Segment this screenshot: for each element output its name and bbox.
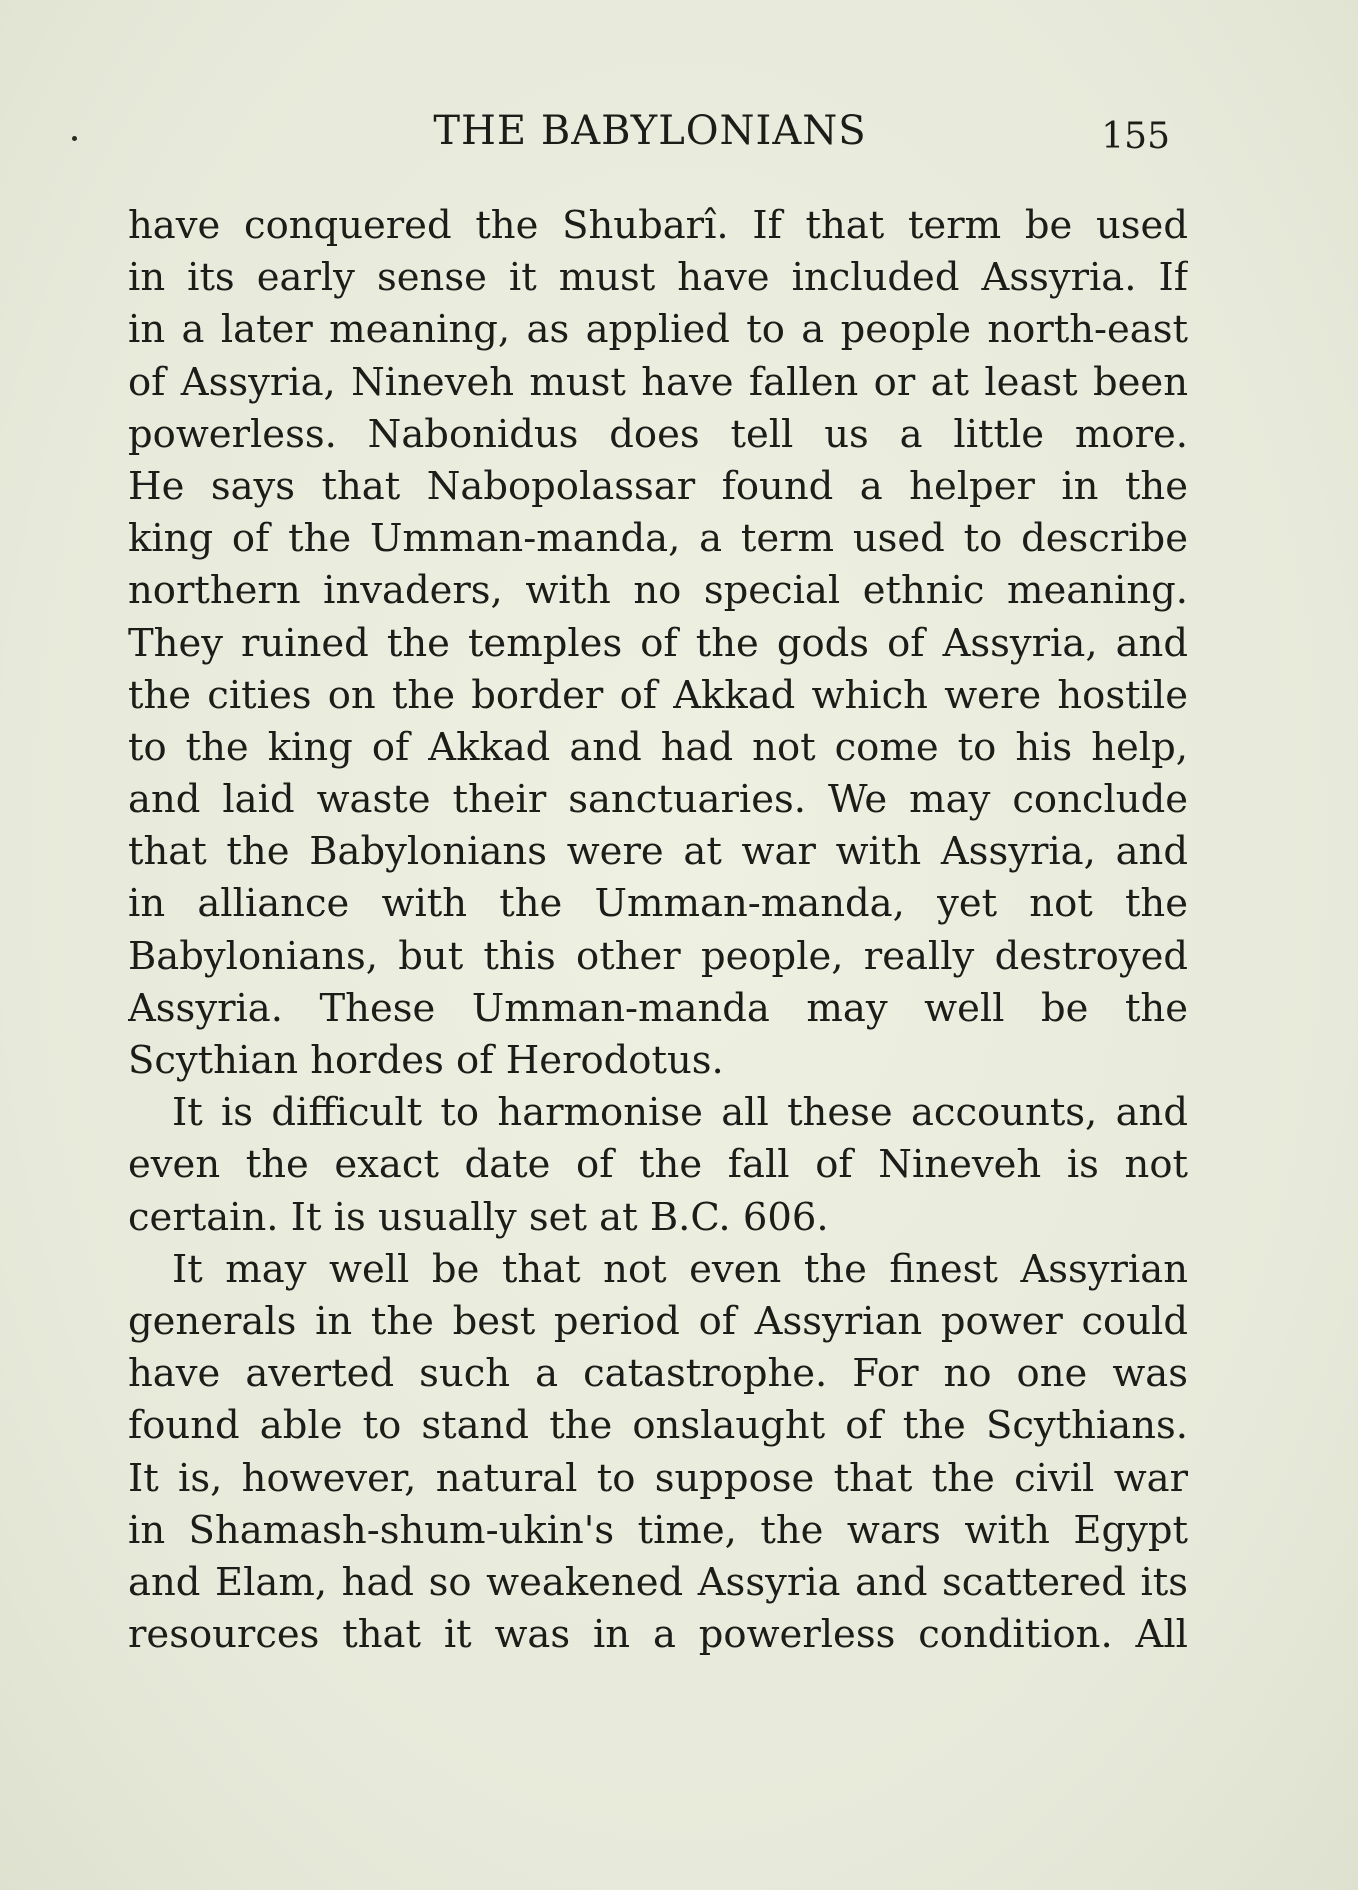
text-line: have conquered the Shubarî. If that term be used — [128, 203, 1188, 248]
text-line: have averted such a catastrophe. For no one was — [128, 1351, 1188, 1397]
text-line: that the Babylonians were at war with Assyria, and — [128, 829, 1188, 875]
text-line: certain. It is usually set at B.C. 606. — [128, 1194, 829, 1240]
text-line: Assyria. These Umman-manda may well be the — [128, 985, 1188, 1031]
text-line: even the exact date of the fall of Nineveh is not — [128, 1142, 1188, 1188]
text-line: in Shamash-shum-ukin's time, the wars with Egypt — [128, 1507, 1188, 1553]
text-line: in its early sense it must have included Assyria. If — [128, 255, 1188, 301]
text-line: in alliance with the Umman-manda, yet not the — [128, 881, 1188, 927]
text-line: He says that Nabopolassar found a helper in the — [128, 463, 1188, 509]
text-line: to the king of Akkad and had not come to his help, — [128, 724, 1188, 770]
running-title: THE BABYLONIANS — [433, 108, 867, 154]
text-line: king of the Umman-manda, a term used to describe — [128, 516, 1188, 562]
text-line: It may well be that not even the finest Assyrian — [172, 1246, 1188, 1292]
text-line: the cities on the border of Akkad which were hostile — [128, 672, 1188, 718]
text-line: It is, however, natural to suppose that the civil war — [128, 1455, 1188, 1501]
text-line: It is difficult to harmonise all these accounts, and — [172, 1090, 1188, 1136]
text-line: generals in the best period of Assyrian power could — [128, 1298, 1188, 1344]
text-line: They ruined the temples of the gods of Assyria, and — [128, 620, 1188, 666]
ink-speck — [72, 136, 77, 141]
text-line: powerless. Nabonidus does tell us a little more. — [128, 411, 1188, 457]
text-line: Scythian hordes of Herodotus. — [128, 1038, 724, 1083]
text-line: Babylonians, but this other people, really destroyed — [128, 933, 1188, 979]
text-line: in a later meaning, as applied to a people north-east — [128, 307, 1188, 353]
running-head — [130, 108, 1170, 168]
text-line: and Elam, had so weakened Assyria and scattered its — [128, 1559, 1188, 1605]
body-text — [128, 200, 1188, 1661]
page-number: 155 — [1101, 116, 1170, 157]
text-line: northern invaders, with no special ethnic meaning. — [128, 568, 1188, 614]
text-line: and laid waste their sanctuaries. We may conclude — [128, 777, 1188, 823]
text-line: found able to stand the onslaught of the Scythians. — [128, 1403, 1188, 1449]
text-line: resources that it was in a powerless condition. All — [128, 1612, 1188, 1658]
text-line: of Assyria, Nineveh must have fallen or at least been — [128, 359, 1188, 405]
